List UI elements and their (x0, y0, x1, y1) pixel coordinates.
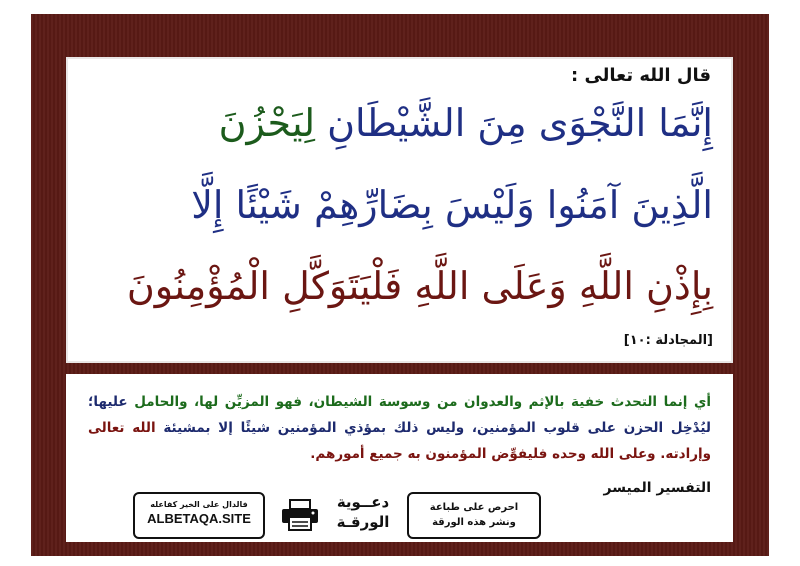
verse-line-2: الَّذِينَ آمَنُوا وَلَيْسَ بِضَارِّهِمْ شَيْئًا إِلَّا (191, 183, 713, 227)
verse-segment-2: لِيَحْزُنَ (218, 101, 328, 145)
printer-icon (280, 499, 320, 531)
logo-top: دعــوية (336, 493, 390, 511)
tafsir-part-3: الله تعالى وإرادته. وعلى الله وحده فليفوِّض المؤمنون به جميع أمورهم. (88, 420, 711, 462)
verse-line-1 (86, 101, 713, 147)
verse-line-3: بِإِذْنِ اللَّهِ وَعَلَى اللَّهِ فَلْيَتَوَكَّلِ الْمُؤْمِنُونَ (126, 264, 713, 308)
print-line-2: ونشر هذه الورقة (432, 517, 516, 528)
verse-segment-1: إِنَّمَا النَّجْوَى مِنَ الشَّيْطَانِ (327, 101, 713, 145)
print-line-1: احرص على طباعة (429, 502, 519, 513)
tafsir-text (88, 389, 711, 467)
site-url[interactable]: ALBETAQA.SITE (147, 511, 251, 526)
logo (330, 492, 396, 536)
verse-card (66, 57, 733, 363)
surah-reference: [المجادلة :١٠] (623, 333, 713, 348)
tafsir-part-2: عليها؛ ليُدْخِل الحزن على قلوب المؤمنين، وليس ذلك بمؤذي المؤمنين شيئًا إلا بمشيئة (88, 394, 711, 436)
verse-intro: قال الله تعالى : (570, 65, 711, 86)
footer-bar (133, 492, 598, 537)
tafsir-source: التفسير الميسر (603, 480, 711, 496)
tafsir-part-1: أي إنما التحدث خفية بالإثم والعدوان من وسوسة الشيطان، فهو المزيِّن لها، والحامل (134, 394, 711, 410)
print-reminder (407, 492, 541, 539)
site-badge[interactable] (133, 492, 265, 539)
logo-bottom: الورقـة (336, 513, 390, 531)
site-slogan: فالدال على الخير كفاعله (150, 500, 248, 509)
